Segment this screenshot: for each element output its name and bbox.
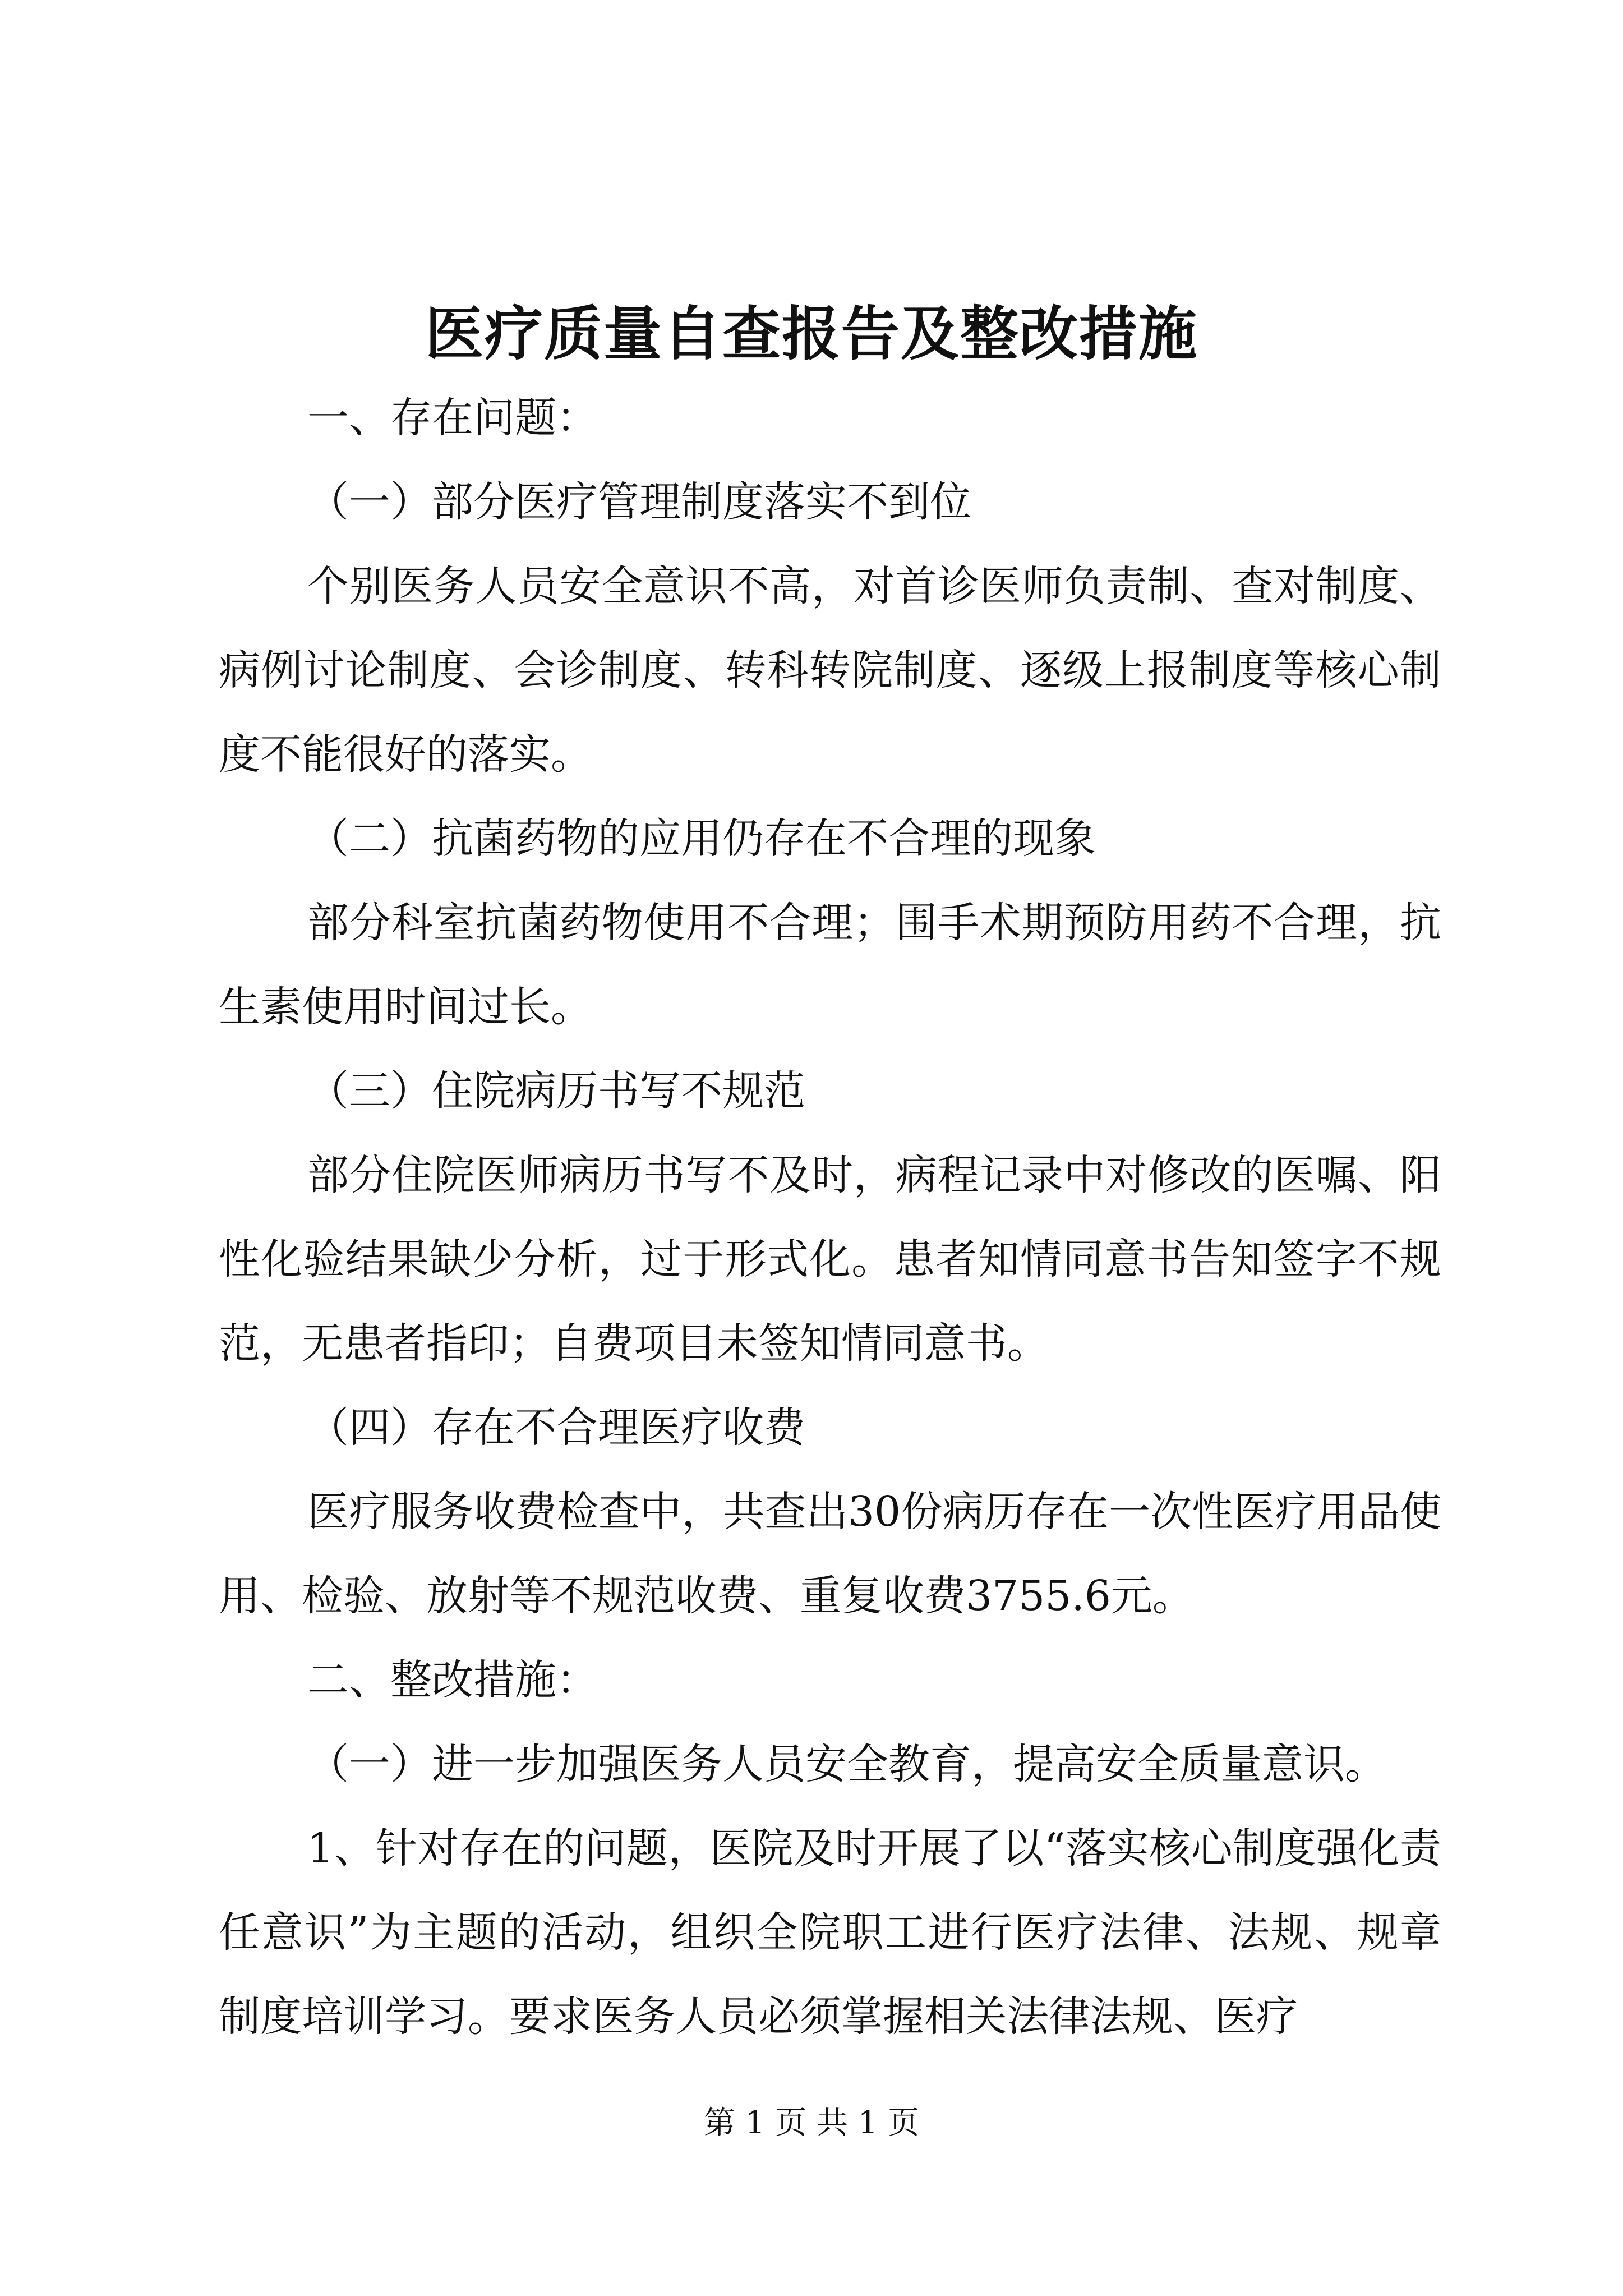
paragraph-4: 医疗服务收费检查中，共查出30份病历存在一次性医疗用品使用、检验、放射等不规范收费、重复收费3755.6元。 <box>219 1488 1441 1620</box>
page-footer: 第 1 页 共 1 页 <box>703 2105 920 2141</box>
subheading-measures-1: （一）进一步加强医务人员安全教育，提高安全质量意识。 <box>307 1740 1386 1788</box>
subheading-1: （一）部分医疗管理制度落实不到位 <box>307 478 971 526</box>
paragraph-measures-1: 1、针对存在的问题，医院及时开展了以“落实核心制度强化责任意识”为主题的活动，组织全院职工进行医疗法律、法规、规章制度培训学习。要求医务人员必须掌握相关法律法规、医疗 <box>219 1824 1441 2041</box>
subheading-2: （二）抗菌药物的应用仍存在不合理的现象 <box>307 815 1096 863</box>
paragraph-3: 部分住院医师病历书写不及时，病程记录中对修改的医嘱、阳性化验结果缺少分析，过于形式化。患者知情同意书告知签字不规范，无患者指印；自费项目未签知情同意书。 <box>219 1151 1441 1368</box>
document-body <box>219 376 1441 2059</box>
document-title: 医疗质量自查报告及整改措施 <box>425 299 1198 368</box>
subheading-3: （三）住院病历书写不规范 <box>307 1067 805 1115</box>
paragraph-1: 个别医务人员安全意识不高，对首诊医师负责制、查对制度、病例讨论制度、会诊制度、转科转院制度、逐级上报制度等核心制度不能很好的落实。 <box>219 562 1441 779</box>
section-heading-problems: 一、存在问题： <box>307 394 598 442</box>
paragraph-2: 部分科室抗菌药物使用不合理；围手术期预防用药不合理，抗生素使用时间过长。 <box>219 899 1441 1031</box>
subheading-4: （四）存在不合理医疗收费 <box>307 1404 805 1452</box>
section-heading-measures: 二、整改措施： <box>307 1656 598 1704</box>
